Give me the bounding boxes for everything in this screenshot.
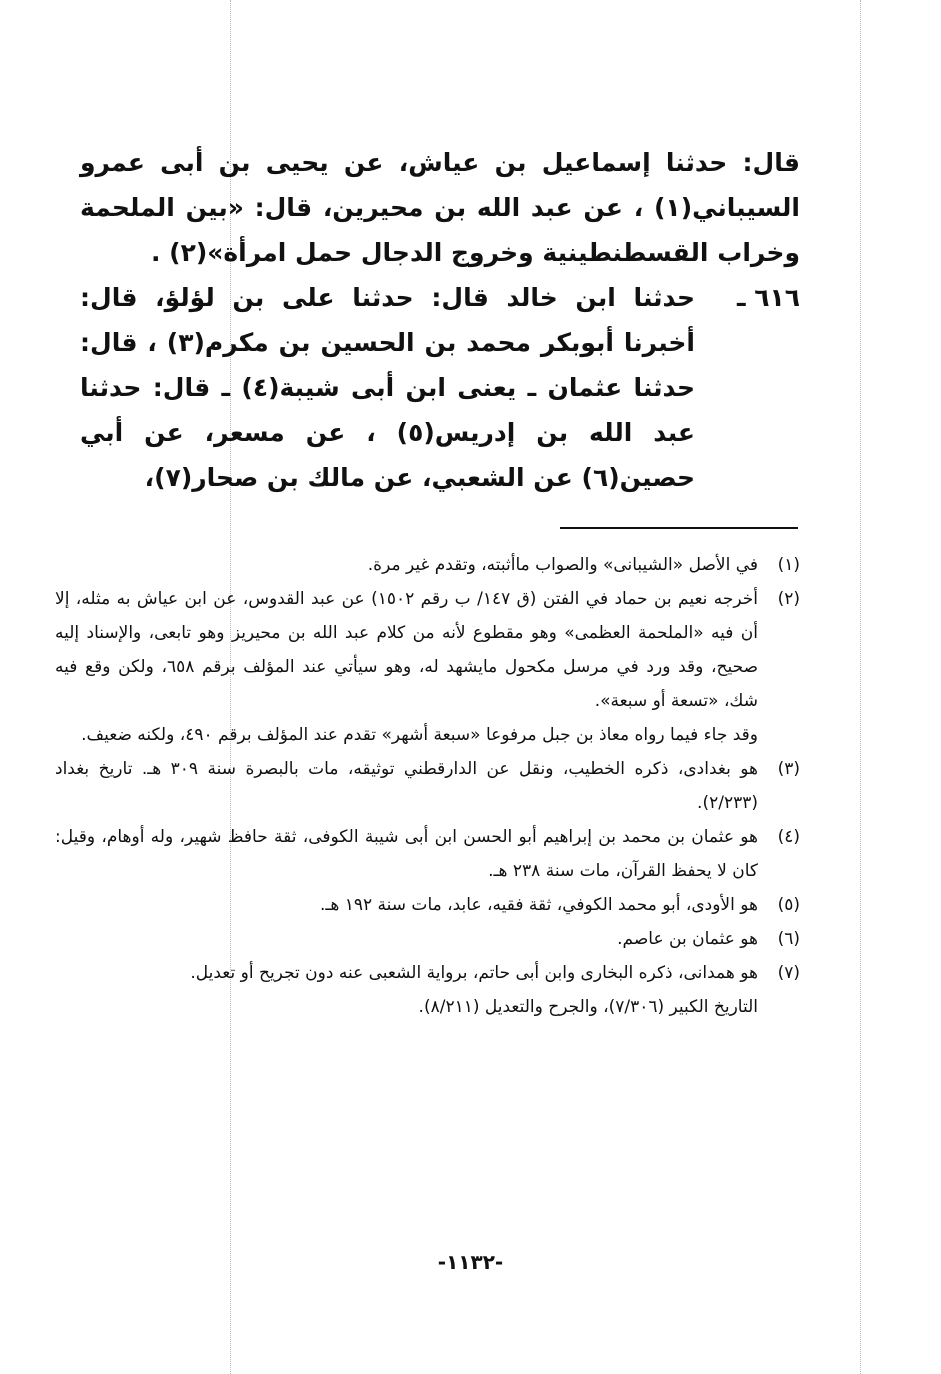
- footnote-text: هو بغدادى، ذكره الخطيب، ونقل عن الدارقطني توثيقه، مات بالبصرة سنة ٣٠٩ هـ. تاريخ بغداد (٢/٢٣٣).: [55, 759, 758, 813]
- footnote-text: هو الأودى، أبو محمد الكوفي، ثقة فقيه، عابد، مات سنة ١٩٢ هـ.: [319, 895, 758, 915]
- footnote-item: [55, 752, 800, 820]
- footnote-separator: [560, 527, 798, 529]
- footnote-number: (١): [777, 555, 800, 575]
- footnote-number: (٥): [777, 895, 800, 915]
- footnote-extra: وقد جاء فيما رواه معاذ بن جبل مرفوعا «سبعة أشهر» تقدم عند المؤلف برقم ٤٩٠، ولكنه ضعيف.: [81, 725, 758, 745]
- hadith-number: ٦١٦ ـ: [736, 283, 800, 312]
- footnote-text: في الأصل «الشيبانى» والصواب ماأثبته، وتقدم غير مرة.: [367, 555, 758, 575]
- footnote-number: (٣): [777, 759, 800, 779]
- main-text-block: [80, 140, 800, 500]
- footnotes: [55, 548, 800, 1024]
- hadith-paragraph: [80, 275, 800, 500]
- footnote-item: [55, 582, 800, 718]
- footnote-item: [55, 888, 800, 922]
- footnote-number: (٧): [777, 963, 800, 983]
- intro-paragraph: قال: حدثنا إسماعيل بن عياش، عن يحيى بن أبى عمرو السيباني(١) ، عن عبد الله بن محيرين، قال: «بين الملحمة وخراب القسطنطينية وخروج الدجال حمل امرأة»(٢) .: [80, 148, 800, 267]
- footnote-item: [55, 548, 800, 582]
- footnote-text: أخرجه نعيم بن حماد في الفتن (ق ١٤٧/ ب رقم ١٥٠٢) عن عبد القدوس، عن ابن عياش به مثله، إلا أن فيه «الملحمة العظمى» وهو مقطوع لأنه من كلام عبد الله بن محيريز وهو تابعى، والإسناد إليه صحيح، وقد ورد في مرسل مكحول مايشهد له، وهو سيأتي عند المؤلف برقم ٦٥٨، ولكن وقع فيه شك، «تسعة أو سبعة».: [55, 589, 759, 711]
- footnote-text: هو عثمان بن محمد بن إبراهيم أبو الحسن ابن أبى شيبة الكوفى، ثقة حافظ شهير، وله أوهام، وقيل: كان لا يحفظ القرآن، مات سنة ٢٣٨ هـ.: [55, 827, 758, 881]
- footnote-number: (٦): [777, 929, 800, 949]
- footnote-item: [55, 820, 800, 888]
- page-number: -١١٣٢-: [437, 1250, 504, 1274]
- hadith-text: حدثنا ابن خالد قال: حدثنا على بن لؤلؤ، قال: أخبرنا أبوبكر محمد بن الحسين بن مكرم(٣) ، قال: حدثنا عثمان ـ يعنى ابن أبى شيبة(٤) ـ قال: حدثنا عبد الله بن إدريس(٥) ، عن مسعر، عن أبي حصين(٦) عن الشعبي، عن مالك بن صحار(٧)،: [80, 283, 695, 492]
- footnote-item: [55, 922, 800, 956]
- footnote-number: (٤): [777, 827, 800, 847]
- footnote-item: [55, 956, 800, 990]
- footnote-extra: التاريخ الكبير (٧/٣٠٦)، والجرح والتعديل (٨/٢١١).: [418, 997, 758, 1017]
- footnote-text: هو همدانى، ذكره البخارى وابن أبى حاتم، برواية الشعبى عنه دون تجريح أو تعديل.: [190, 963, 758, 983]
- footnote-text: هو عثمان بن عاصم.: [617, 929, 758, 949]
- footnote-number: (٢): [777, 589, 800, 609]
- scan-dotted-line: [860, 0, 861, 1374]
